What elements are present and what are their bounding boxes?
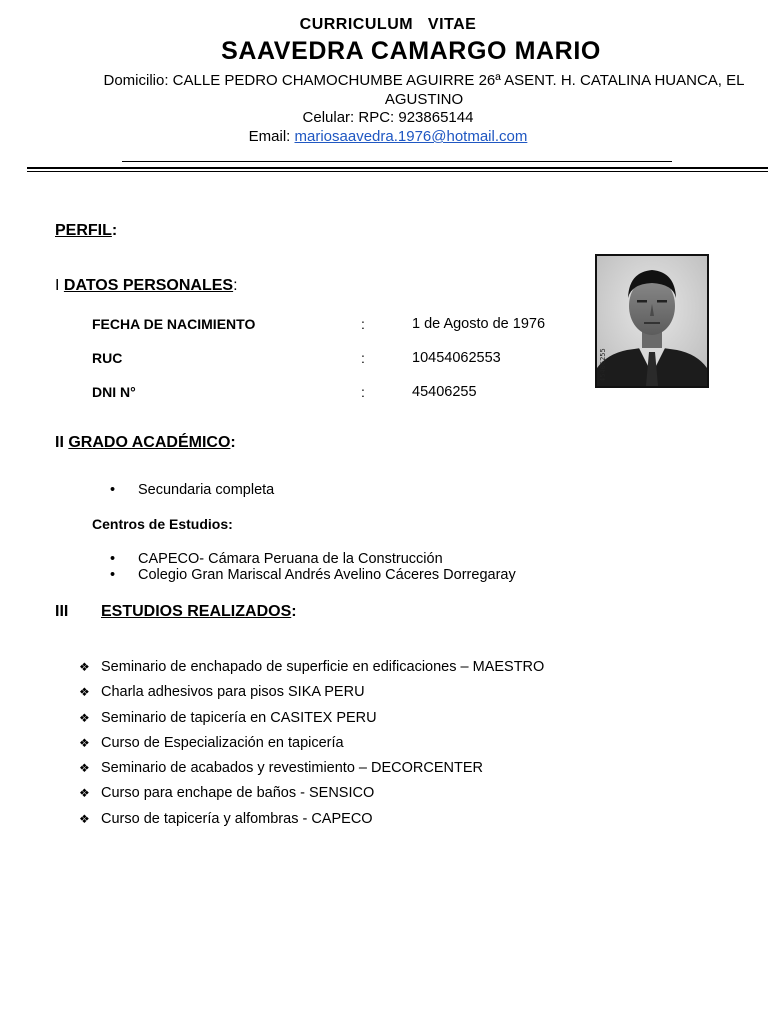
bullet-dot-icon: •	[110, 567, 116, 583]
grado-heading-text: GRADO ACADÉMICO	[68, 434, 231, 451]
diamond-bullet-icon: ❖	[79, 761, 90, 776]
list-item	[110, 567, 516, 583]
list-item	[79, 735, 544, 760]
list-item-text: Seminario de enchapado de superficie en edificaciones – MAESTRO	[101, 659, 545, 675]
estudios-prefix: III	[55, 603, 69, 620]
ruc-value: 10454062553	[412, 350, 501, 366]
section-grado-academico-heading	[55, 434, 236, 452]
estudios-heading-text: ESTUDIOS REALIZADOS	[101, 603, 292, 620]
header-divider-thick	[27, 167, 768, 169]
list-item-text: Charla adhesivos para pisos SIKA PERU	[101, 684, 365, 701]
profile-photo	[595, 254, 709, 388]
estudios-list	[79, 659, 544, 836]
diamond-bullet-icon: ❖	[79, 660, 90, 674]
list-item	[110, 482, 274, 498]
header-divider-thin	[27, 171, 768, 172]
perfil-heading-text: PERFIL	[55, 222, 112, 239]
list-item	[79, 760, 544, 785]
dni-label: DNI N°	[92, 384, 136, 400]
portrait-image	[597, 256, 707, 386]
email-label: Email:	[248, 128, 295, 145]
diamond-bullet-icon: ❖	[79, 811, 90, 826]
address-line: Domicilio: CALLE PEDRO CHAMOCHUMBE AGUIRRE 26ª ASENT. H. CATALINA HUANCA, EL AGUSTINO	[103, 72, 745, 108]
person-name: SAAVEDRA CAMARGO MARIO	[221, 37, 601, 65]
list-item-text: Curso de Especialización en tapicería	[101, 734, 344, 751]
list-item-text: Curso para enchape de baños - SENSICO	[101, 785, 375, 802]
grado-list	[110, 482, 274, 498]
birthdate-value: 1 de Agosto de 1976	[412, 316, 546, 332]
list-item	[79, 659, 544, 684]
birthdate-colon: :	[361, 316, 365, 332]
estudios-heading-colon: :	[291, 603, 297, 620]
diamond-bullet-icon: ❖	[79, 735, 90, 750]
dni-value: 45406255	[412, 384, 477, 400]
perfil-heading-colon: :	[111, 222, 118, 239]
section-datos-personales-heading	[55, 277, 238, 295]
section-perfil-heading	[55, 222, 117, 240]
list-item	[110, 551, 516, 567]
dni-colon: :	[361, 384, 365, 400]
phone-line: Celular: RPC: 923865144	[302, 109, 474, 126]
datos-heading-text: DATOS PERSONALES	[63, 277, 234, 294]
ruc-label: RUC	[92, 350, 123, 366]
list-item-text: Curso de tapicería y alfombras - CAPECO	[101, 810, 373, 827]
grado-heading-colon: :	[230, 434, 236, 451]
diamond-bullet-icon: ❖	[79, 786, 90, 801]
email-line	[0, 128, 768, 145]
ruc-colon: :	[361, 350, 365, 366]
list-item-text: Colegio Gran Mariscal Andrés Avelino Cáceres Dorregaray	[138, 567, 516, 583]
datos-heading-colon: :	[233, 277, 238, 294]
list-item	[79, 785, 544, 810]
list-item-text: Secundaria completa	[138, 482, 275, 498]
list-item	[79, 684, 544, 709]
diamond-bullet-icon: ❖	[79, 685, 90, 700]
list-item-text: Seminario de acabados y revestimiento – DECORCENTER	[101, 760, 483, 777]
email-link[interactable]: mariosaavedra.1976@hotmail.com	[294, 128, 528, 145]
centros-label: Centros de Estudios:	[92, 516, 233, 532]
list-item-text: CAPECO- Cámara Peruana de la Construcción	[138, 551, 443, 567]
birthdate-label: FECHA DE NACIMIENTO	[92, 316, 256, 332]
datos-prefix: I	[55, 277, 64, 294]
list-item	[79, 811, 544, 836]
list-item	[79, 710, 544, 735]
centros-list	[110, 551, 516, 583]
bullet-dot-icon: •	[110, 551, 116, 567]
list-item-text: Seminario de tapicería en CASITEX PERU	[101, 709, 377, 726]
photo-stamp-text: 45406255	[599, 348, 607, 382]
bullet-dot-icon: •	[110, 482, 116, 498]
section-estudios-heading	[101, 603, 297, 621]
grado-prefix: II	[55, 434, 69, 451]
diamond-bullet-icon: ❖	[79, 710, 90, 725]
document-title: CURRICULUM VITAE	[299, 16, 477, 33]
header-divider-short	[122, 161, 672, 162]
